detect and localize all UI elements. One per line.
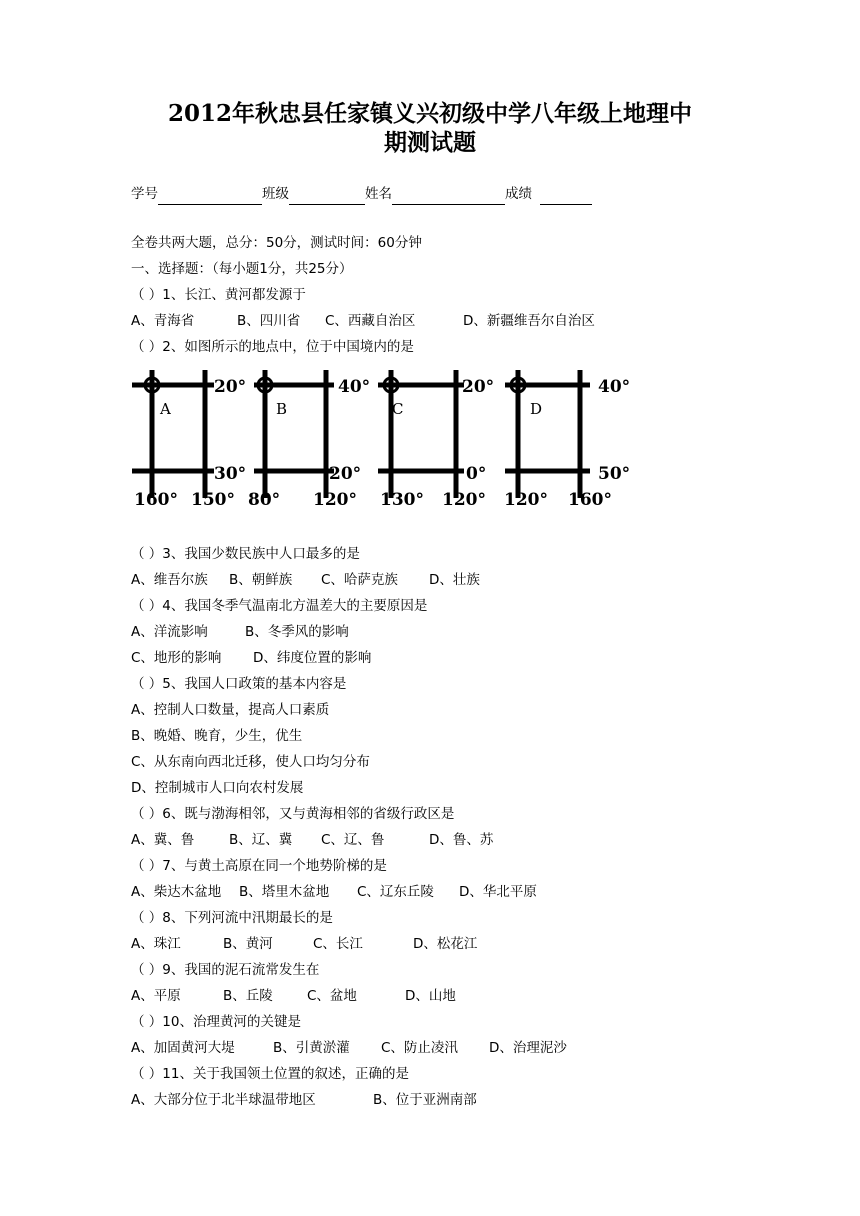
option-a: A、柴达木盆地 — [131, 884, 222, 900]
class-label: 班级 — [262, 186, 289, 202]
option-b: B、辽、冀 — [229, 832, 293, 848]
option-c: C、长江 — [313, 936, 363, 952]
name-blank[interactable] — [392, 188, 505, 205]
exam-title-line-2: 期测试题 — [384, 129, 476, 156]
panel-d-letter: D — [530, 400, 543, 418]
option-d: D、华北平原 — [459, 884, 537, 900]
question-5: （ ）5、我国人口政策的基本内容是 — [131, 676, 347, 692]
question-1-options — [131, 311, 595, 331]
option-a: A、加固黄河大堤 — [131, 1040, 235, 1056]
option-a: A、大部分位于北半球温带地区 — [131, 1092, 316, 1108]
panel-a-letter: A — [160, 400, 171, 418]
question-10: （ ）10、治理黄河的关键是 — [131, 1014, 301, 1030]
question-8: （ ）8、下列河流中汛期最长的是 — [131, 910, 333, 926]
question-6: （ ）6、既与渤海相邻，又与黄海相邻的省级行政区是 — [131, 806, 455, 822]
panel-c-letter: C — [392, 400, 404, 418]
panel-a-top-latitude: 20° — [214, 377, 247, 397]
panel-c-left-longitude: 130° — [380, 490, 424, 510]
score-blank[interactable] — [540, 188, 592, 205]
panel-c-top-latitude: 20° — [462, 377, 495, 397]
class-blank[interactable] — [289, 188, 365, 205]
question-4-options-row-2 — [131, 648, 371, 668]
option-a: A、平原 — [131, 988, 181, 1004]
question-7: （ ）7、与黄土高原在同一个地势阶梯的是 — [131, 858, 387, 874]
question-10-options — [131, 1038, 567, 1058]
option-b: B、冬季风的影响 — [245, 624, 349, 640]
panel-d-left-longitude: 120° — [504, 490, 548, 510]
panel-b-top-latitude: 40° — [338, 377, 371, 397]
option-d: D、壮族 — [429, 572, 480, 588]
option-a: A、青海省 — [131, 313, 195, 329]
question-3: （ ）3、我国少数民族中人口最多的是 — [131, 546, 360, 562]
option-c: C、哈萨克族 — [321, 572, 398, 588]
student-id-blank[interactable] — [158, 188, 262, 205]
panel-a-bottom-latitude: 30° — [214, 464, 247, 484]
question-11: （ ）11、关于我国领土位置的叙述，正确的是 — [131, 1066, 409, 1082]
score-label: 成绩 — [505, 186, 532, 202]
option-a: A、珠江 — [131, 936, 181, 952]
panel-a-right-longitude: 150° — [191, 490, 235, 510]
question-1: （ ）1、长江、黄河都发源于 — [131, 287, 306, 303]
student-info-row — [131, 183, 592, 205]
option-c: C、辽东丘陵 — [357, 884, 434, 900]
question-7-options — [131, 882, 537, 902]
question-5-option-d: D、控制城市人口向农村发展 — [131, 780, 304, 796]
option-d: D、纬度位置的影响 — [253, 650, 372, 666]
question-4: （ ）4、我国冬季气温南北方温差大的主要原因是 — [131, 598, 428, 614]
option-b: B、黄河 — [223, 936, 273, 952]
question-9: （ ）9、我国的泥石流常发生在 — [131, 962, 320, 978]
question-5-option-a: A、控制人口数量，提高人口素质 — [131, 702, 330, 718]
lat-lon-grid-figure — [128, 368, 638, 510]
exam-title-line-1: 2012年秋忠县任家镇义兴初级中学八年级上地理中 — [167, 100, 692, 127]
option-b: B、塔里木盆地 — [239, 884, 330, 900]
question-6-options — [131, 830, 493, 850]
name-label: 姓名 — [365, 186, 392, 202]
option-c: C、盆地 — [307, 988, 357, 1004]
option-a: A、冀、鲁 — [131, 832, 195, 848]
option-d: D、治理泥沙 — [489, 1040, 567, 1056]
option-c: C、辽、鲁 — [321, 832, 385, 848]
student-id-label: 学号 — [131, 186, 158, 202]
option-b: B、四川省 — [237, 313, 301, 329]
panel-c-bottom-latitude: 0° — [466, 464, 487, 484]
option-c: C、西藏自治区 — [325, 313, 416, 329]
panel-b-left-longitude: 80° — [248, 490, 281, 510]
option-d: D、鲁、苏 — [429, 832, 494, 848]
option-c: C、防止凌汛 — [381, 1040, 458, 1056]
panel-d-bottom-latitude: 50° — [598, 464, 631, 484]
question-5-option-c: C、从东南向西北迁移，使人口均匀分布 — [131, 754, 370, 770]
option-b: B、位于亚洲南部 — [373, 1092, 477, 1108]
option-c: C、地形的影响 — [131, 650, 222, 666]
option-b: B、引黄淤灌 — [273, 1040, 350, 1056]
section-1-heading: 一、选择题：（每小题1分，共25分） — [131, 261, 353, 277]
question-8-options — [131, 934, 477, 954]
question-2: （ ）2、如图所示的地点中，位于中国境内的是 — [131, 339, 414, 355]
panel-d-right-longitude: 160° — [568, 490, 612, 510]
question-3-options — [131, 570, 480, 590]
panel-b-right-longitude: 120° — [313, 490, 357, 510]
question-11-options — [131, 1090, 477, 1110]
option-d: D、松花江 — [413, 936, 478, 952]
panel-b-letter: B — [276, 400, 288, 418]
panel-d-top-latitude: 40° — [598, 377, 631, 397]
question-9-options — [131, 986, 456, 1006]
exam-intro: 全卷共两大题，总分：50分，测试时间：60分钟 — [131, 235, 422, 251]
panel-c-right-longitude: 120° — [442, 490, 486, 510]
question-4-options-row-1 — [131, 622, 349, 642]
option-a: A、洋流影响 — [131, 624, 208, 640]
option-b: B、朝鲜族 — [229, 572, 293, 588]
option-d: D、新疆维吾尔自治区 — [463, 313, 595, 329]
option-d: D、山地 — [405, 988, 456, 1004]
panel-b-bottom-latitude: 20° — [329, 464, 362, 484]
option-a: A、维吾尔族 — [131, 572, 208, 588]
question-5-option-b: B、晚婚、晚育，少生，优生 — [131, 728, 303, 744]
option-b: B、丘陵 — [223, 988, 273, 1004]
panel-a-left-longitude: 160° — [134, 490, 178, 510]
